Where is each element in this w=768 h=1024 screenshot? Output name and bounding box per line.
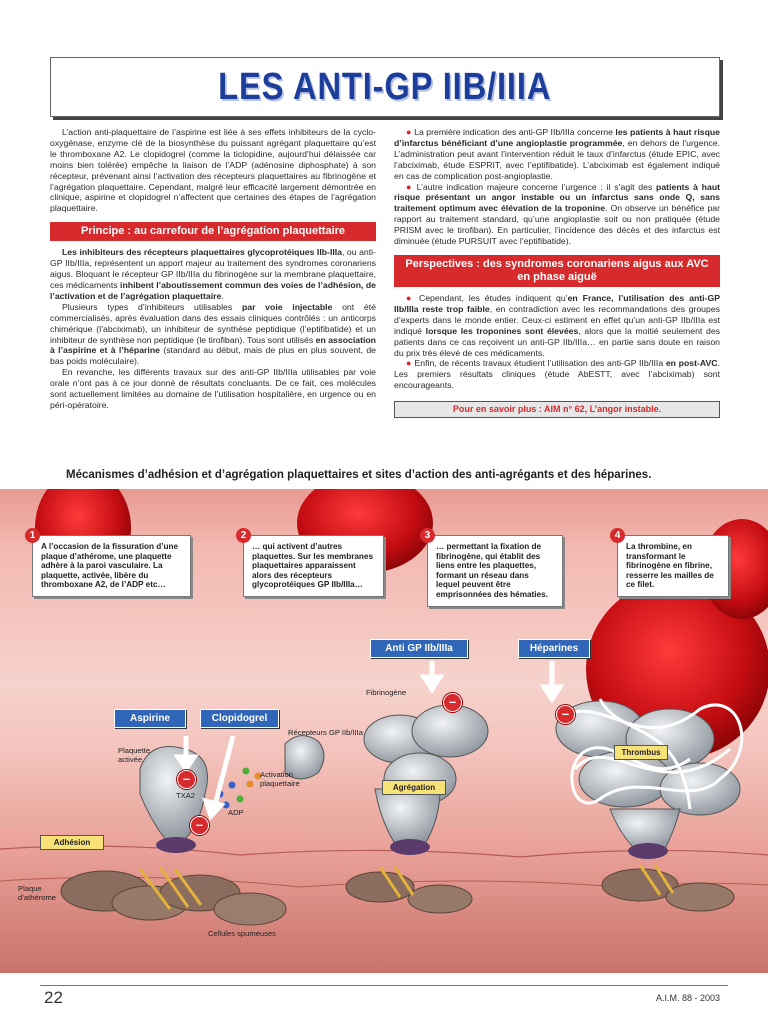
step-number-badge: 2: [236, 528, 251, 543]
aspirine-label: Aspirine: [114, 709, 186, 728]
step-number-badge: 3: [420, 528, 435, 543]
title-box: [50, 57, 720, 117]
bullet-icon: ●: [406, 127, 415, 137]
plaquette-activee-label: Plaquette activée: [118, 746, 151, 764]
thrombus-label: Thrombus: [614, 745, 668, 760]
plaque-label: Plaque d’athérome: [18, 884, 56, 902]
step-number-badge: 4: [610, 528, 625, 543]
footer-rule: [40, 985, 728, 986]
perspectives-paragraph-2: ● Enfin, de récents travaux étudient l’utilisation des anti-GP IIb/IIIa en post-AVC. Les premiers résultats cliniques (étude AbESTT, avec l’abciximab) sont encourageants.: [394, 358, 721, 391]
fibrinogene-label: Fibrinogène: [366, 688, 407, 697]
step-number-badge: 1: [25, 528, 40, 543]
principe-paragraph-1: Les inhibiteurs des récepteurs plaquettaires glycoprotéiques IIb-IIIa, ou anti-GP IIb/IIIa, représentent un apport majeur au traitement des syndromes coronariens aigus. Bloquant le récepteur GP IIb/IIIa du fibrinogène sur la membrane plaquettaire, ces médicaments inhibent l’aboutissement commun des voies de l’adhésion, de l’activation et de l’agrégation plaquettaire.: [50, 247, 376, 301]
principe-paragraph-3: En revanche, les différents travaux sur des anti-GP IIb/IIIa utilisables par voie orale n’ont pas à ce jour donné de résultats concluants. De ce fait, ces molécules sont actuellement limitées au domaine de l’utilisation hospitalière, en urgence ou en péri-opératoire.: [50, 367, 376, 410]
activation-label: Activation plaquettaire: [260, 770, 300, 788]
issue-reference: A.I.M. 88 - 2003: [655, 993, 720, 1003]
perspectives-heading: Perspectives : des syndromes coronariens aigus aux AVC en phase aiguë: [394, 255, 720, 287]
txa2-label: TXA2: [176, 791, 195, 800]
inhibition-icon: –: [190, 816, 209, 835]
bullet-icon: ●: [406, 358, 415, 369]
indication-paragraph-1: ● La première indication des anti-GP IIb/IIIa concerne les patients à haut risque d’infarctus bénéficiant d’une angioplastie programmée, en dehors de l’urgence. L’administration peut avant l’intervention réduit le taux d’infarctus (étude EPIC, avec l’abciximab, étude ESPRIT, avec l’eptifibatide). L’abciximab est également indiqué en cas de complication post-angioplastie.: [394, 127, 721, 181]
mechanism-illustration: [0, 489, 768, 973]
right-column: [394, 127, 720, 418]
bullet-icon: ●: [406, 181, 417, 192]
agregation-label: Agrégation: [382, 780, 446, 795]
adhesion-label: Adhésion: [40, 835, 104, 850]
step-3-box: 3 … permettant la fixation de fibrinogène, qui établit des liens entre les plaquettes, formant un réseau dans lequel peuvent être emprisonnées des hématies.: [427, 535, 563, 607]
principe-paragraph-2: Plusieurs types d’inhibiteurs utilisables par voie injectable ont été commercialisés, après évaluation dans des essais cliniques contrôlés : un anticorps chimérique (l’abciximab), un inhibiteur de synthèse peptidique (l’eptifibatide) et un inhibiteur de synthèse non peptidique (le tirofiban). Tous sont utilisés en association à l’aspirine et à l’héparine (standard au début, mais de plus en plus souvent, de bas poids moléculaire).: [50, 301, 377, 367]
inhibition-icon: –: [177, 770, 196, 789]
principe-heading: Principe : au carrefour de l’agrégation plaquettaire: [50, 222, 376, 241]
intro-paragraph: L’action anti-plaquettaire de l’aspirine est liée à ses effets inhibiteurs de la cyclo-oxygénase, enzyme clé de la biosynthèse du puissant agrégant plaquettaire qu’est le thromboxane A2. Le clopidogrel (comme la ticlopidine, aujourd’hui délaissée car moins bien tolérée) empêche la liaison de l’ADP (adénosine diphosphate) à son récepteur, prévenant ainsi l’activation des récepteurs plaquettaires au fibrinogène et l’agrégation plaquettaire. Cependant, malgré leur efficacité largement démontrée en clinique, aspirine et clopidogrel n’affectent que certaines des étapes de l’agrégation plaquettaire.: [50, 127, 376, 214]
perspectives-paragraph-1: ● Cependant, les études indiquent qu’en France, l’utilisation des anti-GP IIb/IIIa reste trop faible, en contradiction avec les recommandations des groupes d’experts dans le monde entier. Ceux-ci estiment en effet qu’un anti-GP IIb/IIIa est indiqué lorsque les troponines sont élevées, alors que la moitié seulement des patients dans ce cas reçoivent un anti-GP IIb/IIIa… en partie sans doute en raison du prix très élevé de ces médicaments.: [394, 292, 721, 358]
recepteurs-label: Récepteurs GP IIb/IIIa: [288, 728, 363, 737]
further-reading-box: Pour en savoir plus : AIM n° 62, L’angor instable.: [394, 401, 720, 418]
left-column: [50, 127, 376, 411]
indication-paragraph-2: ● L’autre indication majeure concerne l’urgence : il s’agit des patients à haut risque présentant un angor instable ou un infarctus sans onde Q, sans traitement optimum avec élévation de la troponine. On observe un bénéfice par rapport au traitement standard, qu’une angioplastie soit ou non pratiquée (étude PRISM avec le tirofiban). En particulier, l’incidence des décès et des infarctus est diminuée (étude PURSUIT avec l’eptifibatide).: [394, 181, 721, 247]
step-1-box: 1 A l’occasion de la fissuration d’une plaque d’athérome, une plaquette adhère à la paroi vasculaire. La plaquette, activée, libère du thromboxane A2, de l’ADP etc…: [32, 535, 191, 597]
step-4-box: 4 La thrombine, en transformant le fibrinogène en fibrine, resserre les mailles de ce filet.: [617, 535, 729, 597]
bullet-icon: ●: [406, 292, 419, 303]
page-title: LES ANTI-GP IIB/IIIA: [218, 65, 552, 108]
inhibition-icon: –: [556, 705, 575, 724]
adp-label: ADP: [228, 808, 244, 817]
clopidogrel-label: Clopidogrel: [200, 709, 279, 728]
step-2-box: 2 … qui activent d’autres plaquettes. Sur les membranes plaquettaires apparaissent alors des récepteurs glycoprotéiques GP IIb/IIIa…: [243, 535, 384, 597]
figure-title: Mécanismes d’adhésion et d’agrégation plaquettaires et sites d’action des anti-agrégants et des héparines.: [66, 469, 652, 481]
page-number: 22: [44, 988, 63, 1007]
cellules-label: Cellules spumeuses: [208, 929, 276, 938]
inhibition-icon: –: [443, 693, 462, 712]
heparines-label: Héparines: [518, 639, 590, 658]
anti-gp-label: Anti GP IIb/IIIa: [370, 639, 468, 658]
